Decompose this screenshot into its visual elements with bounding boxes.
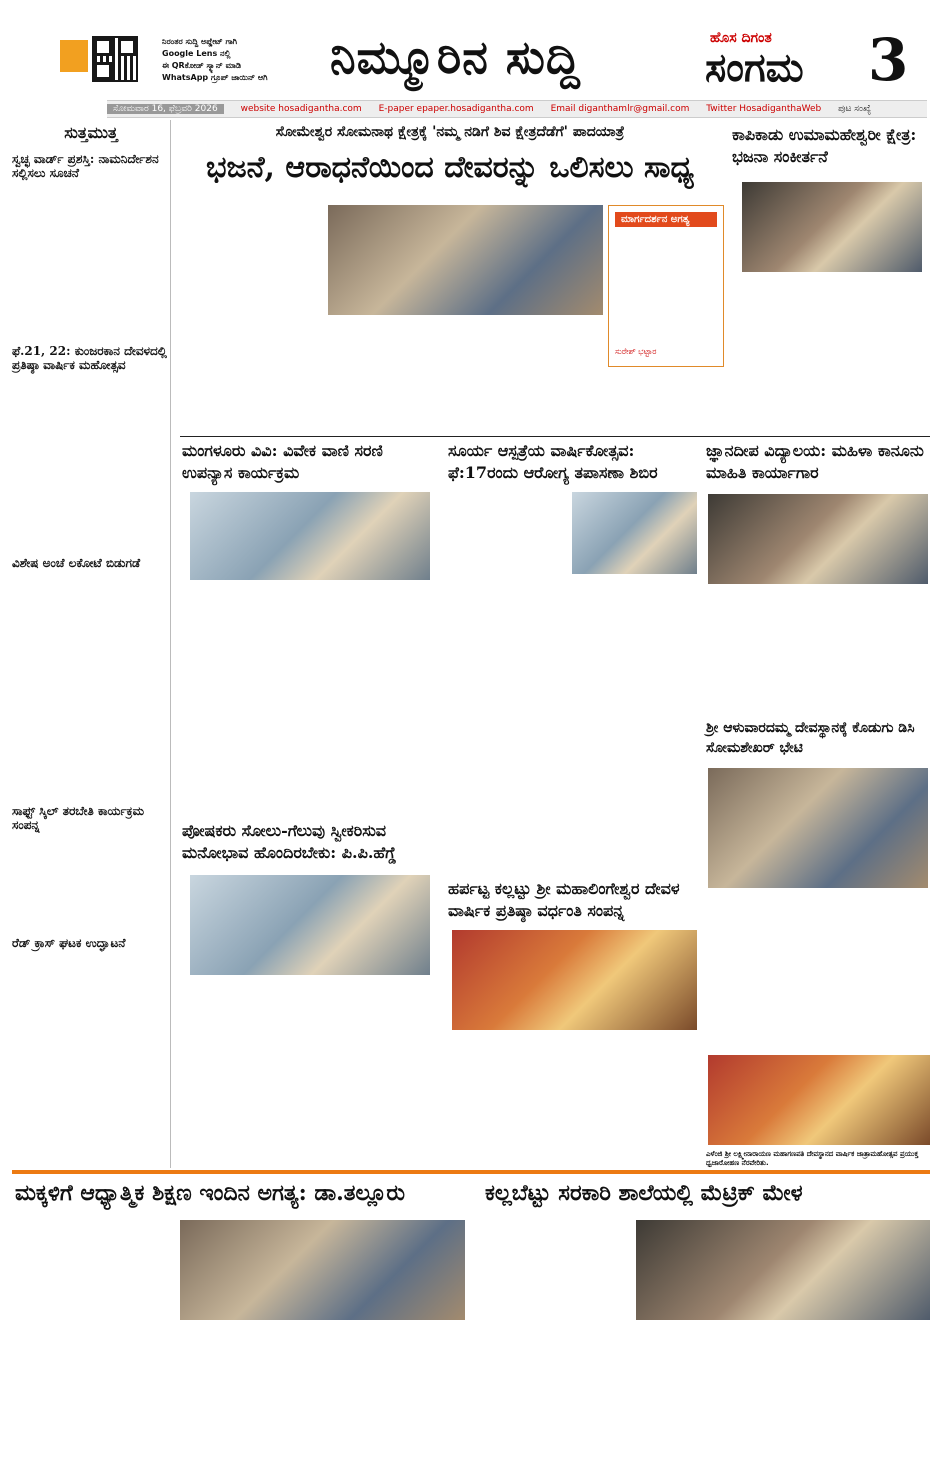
lead-box <box>608 205 724 367</box>
right-top-headline: ಕಾಪಿಕಾಡು ಉಮಾಮಹೇಶ್ವರೀ ಕ್ಷೇತ್ರ: ಭಜನಾ ಸಂಕೀರ್ತನೆ <box>732 125 917 166</box>
middle-right2-photo <box>708 768 928 888</box>
box-title: ಮಾರ್ಗದರ್ಶನ ಅಗತ್ಯ <box>615 212 717 227</box>
page-number: 3 <box>868 26 909 94</box>
middle-center-photo <box>572 492 697 574</box>
middle-center-body <box>572 580 697 812</box>
left-item-body <box>12 184 170 344</box>
masthead-title: ನಿಮ್ಮೂರಿನ ಸುದ್ದಿ <box>330 30 581 84</box>
lower-center-headline: ಹರ್ಪಟ್ಟ ಕಲ್ಲಟ್ಟು ಶ್ರೀ ಮಹಾಲಿಂಗೇಶ್ವರ ದೇವಳ ವಾರ್ಷಿಕ ಪ್ರತಿಷ್ಠಾ ವರ್ಧಂತಿ ಸಂಪನ್ನ <box>448 879 680 920</box>
header-strip <box>107 100 927 118</box>
right-top-photo <box>742 182 922 272</box>
left-item-title: ರೆಡ್ ಕ್ರಾಸ್ ಘಟಕ ಉದ್ಘಾಟನೆ <box>12 936 126 950</box>
middle-center-body <box>448 492 566 812</box>
middle-right-headline: ಜ್ಞಾನದೀಪ ವಿದ್ಯಾಲಯ: ಮಹಿಳಾ ಕಾನೂನು ಮಾಹಿತಿ ಕಾರ್ಯಾಗಾರ <box>706 441 924 482</box>
email-link[interactable]: Email diganthamlr@gmail.com <box>550 104 690 114</box>
bottom-left-headline: ಮಕ್ಕಳಿಗೆ ಆಧ್ಯಾತ್ಮಿಕ ಶಿಕ್ಷಣ ಇಂದಿನ ಅಗತ್ಯ: ಡಾ.ತಲ್ಲೂರು <box>15 1180 405 1206</box>
lead-kicker: ಸೋಮೇಶ್ವರ ಸೋಮನಾಥ ಕ್ಷೇತ್ರಕ್ಕೆ 'ನಮ್ಮ ನಡಿಗೆ ಶಿವ ಕ್ಷೇತ್ರದೆಡೆಗೆ' ಪಾದಯಾತ್ರೆ <box>275 124 625 140</box>
bottom-left-body <box>180 1326 465 1446</box>
left-item-title: ಫೆ.21, 22: ಕುಂಜರಕಾನ ದೇವಳದಲ್ಲಿ ಪ್ರತಿಷ್ಠಾ ವಾರ್ಷಿಕ ಮಹೋತ್ಸವ <box>12 344 167 372</box>
brand-small: ಹೊಸ ದಿಗಂತ <box>710 30 772 46</box>
left-item-body <box>12 574 170 804</box>
lower-center-photo <box>452 930 697 1030</box>
right-top-body <box>732 280 927 430</box>
twitter-link[interactable]: Twitter HosadiganthaWeb <box>706 104 822 114</box>
middle-right-photo <box>708 494 928 584</box>
box-body <box>615 233 717 343</box>
left-item-title: ಸ್ವಚ್ಛ ವಾರ್ಡ್ ಪ್ರಶಸ್ತಿ: ನಾಮನಿರ್ದೇಶನ ಸಲ್ಲಿಸಲು ಸೂಚನೆ <box>12 152 159 180</box>
section-title: ಸುತ್ತಮುತ್ತ <box>64 123 118 142</box>
bottom-right-headline: ಕಲ್ಲಬೆಟ್ಟು ಸರಕಾರಿ ಶಾಲೆಯಲ್ಲಿ ಮೆಟ್ರಿಕ್ ಮೇಳ <box>485 1180 803 1206</box>
middle-center-headline: ಸೂರ್ಯ ಆಸ್ಪತ್ರೆಯ ವಾರ್ಷಿಕೋತ್ಸವ: ಫೆ:17ರಂದು ಆರೋಗ್ಯ ತಪಾಸಣಾ ಶಿಬಿರ <box>448 441 658 482</box>
accent-block <box>60 40 88 72</box>
middle-left-headline: ಮಂಗಳೂರು ವಿವಿ: ವಿವೇಕ ವಾಣಿ ಸರಣಿ ಉಪನ್ಯಾಸ ಕಾರ್ಯಕ್ರಮ <box>182 441 383 482</box>
lower-right-caption: ಎಳೆಂಜಿ ಶ್ರೀ ಲಕ್ಷ್ಮೀನಾರಾಯಣ ಮಹಾಗಣಪತಿ ದೇವಸ್ಥಾನದ ವಾರ್ಷಿಕ ಜಾತ್ರಾಮಹೋತ್ಸವ ಪ್ರಯುಕ್ತ ಧ್ವಜಾರೋಹಣ ನೆರವೇರಿತು. <box>706 1150 919 1167</box>
left-item-body <box>12 376 170 556</box>
top-note: ನಿರಂತರ ಸುದ್ದಿ ಅಪ್ಡೇಟ್ ಗಾಗಿ Google Lens ನಲ್ಲಿ ಈ QRಕೋಡ್ ಸ್ಕ್ಯಾನ್ ಮಾಡಿ WhatsApp ಗ್ರೂಪ್ ಜಾಯಿನ್ ಆಗಿ <box>162 37 268 82</box>
divider <box>180 436 930 437</box>
lower-left-body <box>182 982 437 1162</box>
lower-right-photo <box>708 1055 930 1145</box>
bottom-left-body <box>15 1220 175 1445</box>
bottom-left-photo <box>180 1220 465 1320</box>
lower-left-headline: ಪೋಷಕರು ಸೋಲು-ಗೆಲುವು ಸ್ವೀಕರಿಸುವ ಮನೋಭಾವ ಹೊಂದಿರಬೇಕು: ಪಿ.ಪಿ.ಹೆಗ್ಡೆ <box>182 821 397 862</box>
bottom-right-body <box>636 1326 930 1446</box>
middle-right2-body <box>706 895 931 1045</box>
website-link[interactable]: website hosadigantha.com <box>240 104 362 114</box>
page-label: ಪುಟ ಸಂಖ್ಯೆ <box>838 104 872 114</box>
issue-date: ಸೋಮವಾರ 16, ಫೆಬ್ರವರಿ 2026 <box>107 104 224 114</box>
middle-left-photo <box>190 492 430 580</box>
lead-body <box>180 205 320 425</box>
left-column <box>12 120 171 1168</box>
box-author: ಸುರೇಶ್ ಭಟ್ಟಾರ <box>615 347 657 356</box>
middle-right-body <box>706 590 931 710</box>
left-item-title: ಸಾಫ್ಟ್ ಸ್ಕಿಲ್ ತರಬೇತಿ ಕಾರ್ಯಕ್ರಮ ಸಂಪನ್ನ <box>12 804 144 832</box>
left-item-body <box>12 954 170 1064</box>
qr-code <box>92 36 138 82</box>
lead-headline: ಭಜನೆ, ಆರಾಧನೆಯಿಂದ ದೇವರನ್ನು ಒಲಿಸಲು ಸಾಧ್ಯ <box>205 150 694 185</box>
bottom-right-photo <box>636 1220 930 1320</box>
bottom-divider <box>12 1170 930 1174</box>
lead-body <box>328 322 603 432</box>
left-item-body <box>12 836 170 936</box>
lead-photo <box>328 205 603 315</box>
bottom-right-body <box>485 1220 630 1445</box>
brand-big: ಸಂಗಮ <box>705 44 804 91</box>
middle-left-body <box>182 586 437 806</box>
epaper-link[interactable]: E-paper epaper.hosadigantha.com <box>378 104 534 114</box>
lower-left-photo <box>190 875 430 975</box>
left-item-title: ವಿಶೇಷ ಅಂಚೆ ಲಕೋಟೆ ಬಿಡುಗಡೆ <box>12 556 141 570</box>
middle-right2-headline: ಶ್ರೀ ಆಳುವಾರದಮ್ಮ ದೇವಸ್ಥಾನಕ್ಕೆ ಕೊಡುಗು ಡಿಸಿ ಸೋಮಶೇಖರ್ ಭೇಟಿ <box>706 720 915 756</box>
lower-center-body <box>448 1036 698 1166</box>
